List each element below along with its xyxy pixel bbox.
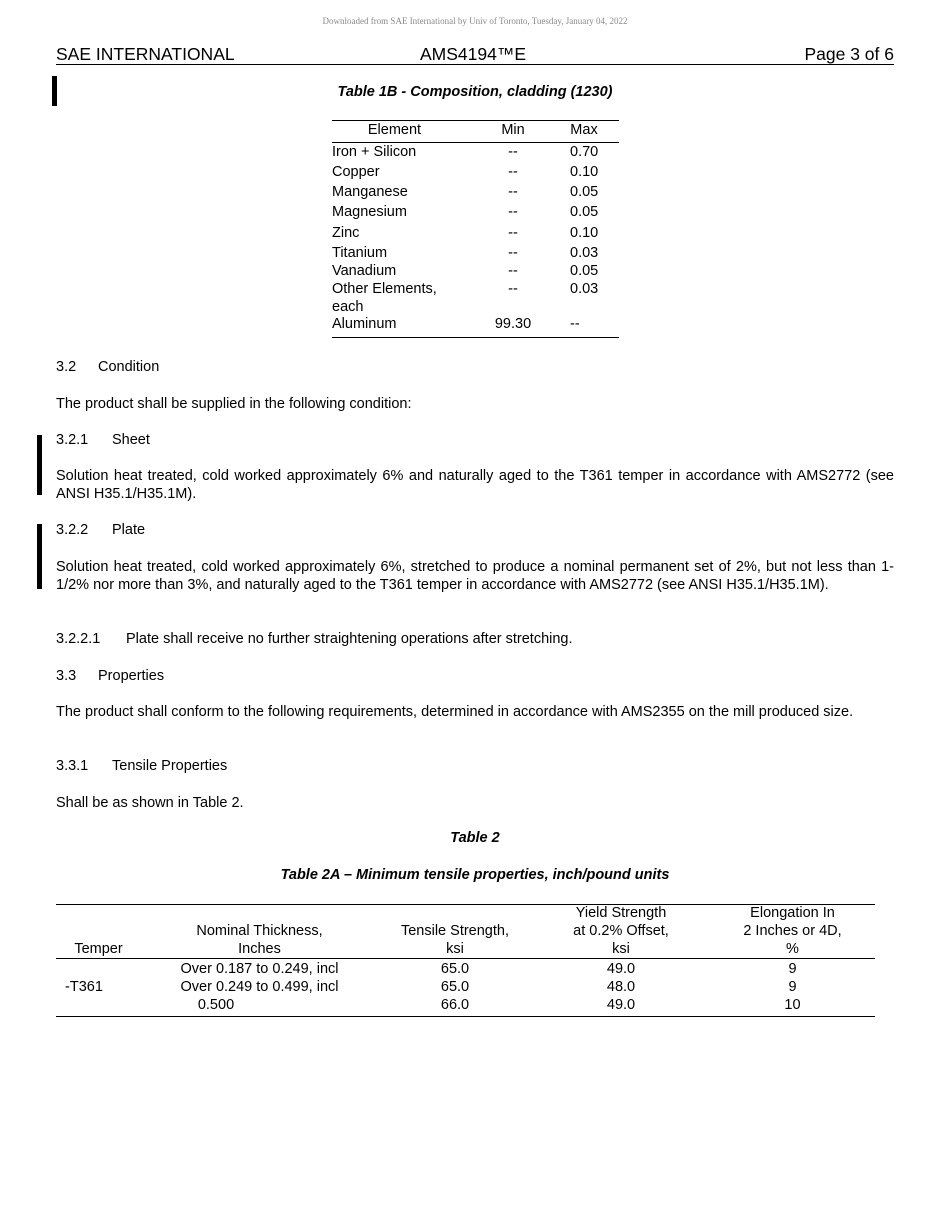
column-header-tensile: ksi: [446, 941, 464, 957]
table-rule: [332, 120, 619, 121]
max-cell: 0.05: [570, 184, 599, 200]
column-header-yield: ksi: [612, 941, 630, 957]
section-number: 3.3.1: [56, 758, 89, 774]
column-header-yield: at 0.2% Offset,: [573, 923, 669, 939]
max-cell: 0.10: [570, 225, 599, 241]
column-header-min: Min: [501, 122, 525, 138]
max-cell: 0.03: [570, 245, 599, 261]
min-cell: --: [508, 164, 518, 180]
elongation-cell: 9: [788, 979, 797, 995]
element-cell: Titanium: [332, 245, 388, 261]
change-bar: [37, 435, 42, 495]
section-3-3-1-text: Shall be as shown in Table 2.: [56, 795, 244, 811]
min-cell: --: [508, 281, 518, 297]
section-number: 3.2.2.1: [56, 631, 101, 647]
column-header-temper: Temper: [74, 941, 123, 957]
element-cell: Copper: [332, 164, 380, 180]
min-cell: --: [508, 245, 518, 261]
table-rule: [332, 142, 619, 143]
section-title: Properties: [98, 668, 165, 684]
column-header-element: Element: [367, 122, 422, 138]
section-3-2-2-text: Solution heat treated, cold worked approximately 6%, stretched to produce a nominal permanent set of 2%, but not less than 1-1/2% nor more than 3%, and naturally aged to the T361 temper in accordance with AMS2772 (see ANSI H35.1/H35.1M).: [56, 559, 894, 593]
min-cell: 99.30: [494, 316, 532, 332]
column-header-elongation: 2 Inches or 4D,: [743, 923, 842, 939]
section-3-2-1-heading: [56, 431, 894, 449]
max-cell: 0.05: [570, 204, 599, 220]
min-cell: --: [508, 204, 518, 220]
section-3-2-heading: [56, 358, 894, 376]
min-cell: --: [508, 263, 518, 279]
header-page-number: Page 3 of 6: [804, 44, 894, 64]
thickness-cell: Over 0.249 to 0.499, incl: [180, 979, 339, 995]
page-header: [56, 44, 894, 65]
column-header-yield: Yield Strength: [575, 905, 667, 921]
section-title: Condition: [98, 359, 160, 375]
table-rule: [56, 1016, 875, 1017]
column-header-max: Max: [570, 122, 598, 138]
min-cell: --: [508, 225, 518, 241]
section-3-3-1-heading: [56, 757, 894, 775]
tensile-cell: 66.0: [440, 997, 470, 1013]
yield-cell: 48.0: [606, 979, 636, 995]
header-doc-id: AMS4194™E: [420, 44, 527, 64]
section-3-2-2-heading: [56, 521, 894, 539]
element-cell-continued: each: [332, 299, 364, 315]
section-number: 3.3: [56, 668, 77, 684]
section-title: Tensile Properties: [112, 758, 228, 774]
table-2-title: Table 2: [450, 830, 500, 846]
elongation-cell: 9: [788, 961, 797, 977]
column-header-tensile: Tensile Strength,: [400, 923, 509, 939]
element-cell: Magnesium: [332, 204, 407, 220]
column-header-elongation: %: [786, 941, 799, 957]
section-3-2-text: The product shall be supplied in the following condition:: [56, 396, 412, 412]
table-1b-caption: Table 1B - Composition, cladding (1230): [337, 84, 613, 100]
column-header-thickness: Inches: [238, 941, 281, 957]
header-org: SAE INTERNATIONAL: [56, 44, 235, 64]
element-cell: Other Elements,: [332, 281, 437, 297]
section-title: Plate: [112, 522, 146, 538]
section-number: 3.2: [56, 359, 77, 375]
tensile-cell: 65.0: [440, 979, 470, 995]
section-3-2-2-1: [56, 630, 894, 648]
element-cell: Vanadium: [332, 263, 397, 279]
column-header-thickness: Nominal Thickness,: [196, 923, 323, 939]
element-cell: Iron + Silicon: [332, 144, 417, 160]
table-2a-caption: Table 2A – Minimum tensile properties, inch/pound units: [280, 867, 670, 883]
change-bar: [37, 524, 42, 589]
min-cell: --: [508, 184, 518, 200]
section-3-2-1-text: Solution heat treated, cold worked approximately 6% and naturally aged to the T361 temper in accordance with AMS2772 (see ANSI H35.1/H35.1M).: [56, 468, 894, 502]
max-cell: 0.03: [570, 281, 599, 297]
download-watermark: Downloaded from SAE International by Univ of Toronto, Tuesday, January 04, 2022: [322, 16, 628, 26]
tensile-cell: 65.0: [440, 961, 470, 977]
element-cell: Zinc: [332, 225, 360, 241]
yield-cell: 49.0: [606, 997, 636, 1013]
section-3-3-heading: [56, 667, 894, 685]
max-cell: --: [570, 316, 580, 332]
min-cell: --: [508, 144, 518, 160]
element-cell: Manganese: [332, 184, 408, 200]
column-header-elongation: Elongation In: [750, 905, 835, 921]
section-text: Plate shall receive no further straightening operations after stretching.: [126, 631, 573, 647]
section-number: 3.2.1: [56, 432, 89, 448]
table-rule: [56, 958, 875, 959]
thickness-cell: 0.500: [197, 997, 235, 1013]
section-title: Sheet: [112, 432, 150, 448]
section-3-3-text: The product shall conform to the following requirements, determined in accordance with AMS2355 on the mill produced size.: [56, 704, 854, 720]
temper-cell: -T361: [65, 979, 103, 995]
thickness-cell: Over 0.187 to 0.249, incl: [180, 961, 339, 977]
section-number: 3.2.2: [56, 522, 89, 538]
element-cell: Aluminum: [332, 316, 397, 332]
max-cell: 0.05: [570, 263, 599, 279]
max-cell: 0.10: [570, 164, 599, 180]
yield-cell: 49.0: [606, 961, 636, 977]
table-rule: [332, 337, 619, 338]
max-cell: 0.70: [570, 144, 599, 160]
elongation-cell: 10: [784, 997, 801, 1013]
